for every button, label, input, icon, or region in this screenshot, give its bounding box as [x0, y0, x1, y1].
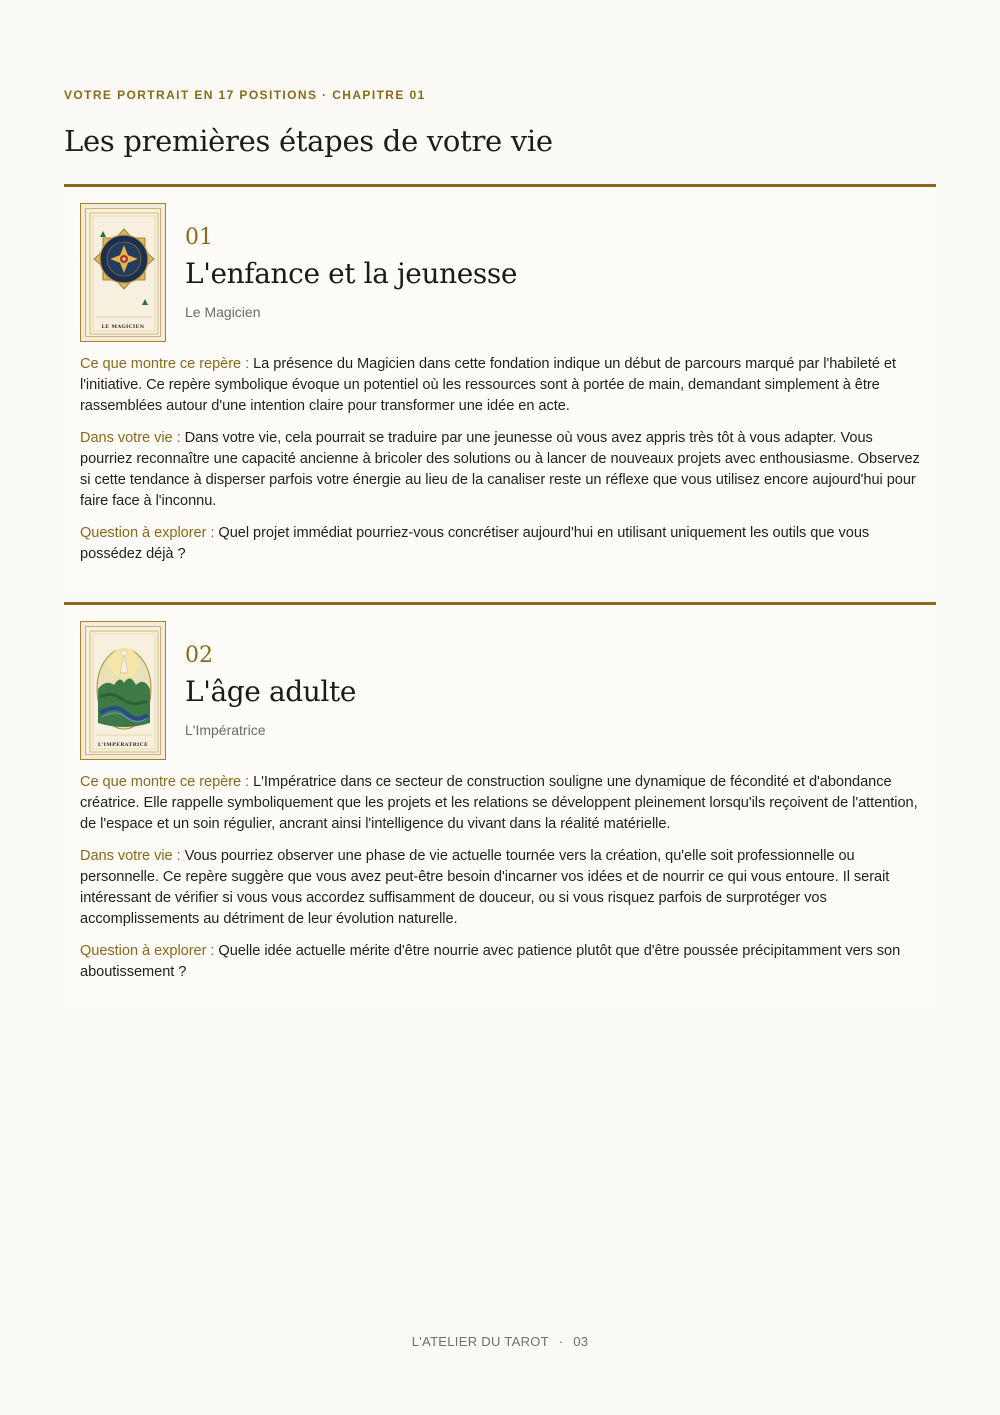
paragraph-text: L'Impératrice dans ce secteur de construction souligne une dynamique de fécondité et d'abondance créatrice. Elle rappelle symboliquement que les projets et les relations se développent pleinement lorsqu'ils reçoivent de l'attention, de l'espace et un soin régulier, ancrant ainsi l'intelligence du vivant dans la réalité matérielle. [80, 774, 918, 832]
paragraph-label: Question à explorer : [80, 525, 215, 541]
paragraph-label: Question à explorer : [80, 943, 215, 959]
paragraph-text: La présence du Magicien dans cette fondation indique un début de parcours marqué par l'habileté et l'initiative. Ce repère symbolique évoque un potentiel où les ressources sont à portée de main, demandant simplement à être rassemblées autour d'une intention claire pour transformer une idée en acte. [80, 356, 896, 414]
card-frame [85, 208, 161, 337]
card-name: L'Impératrice [185, 722, 266, 738]
paragraph-question [80, 523, 920, 565]
paragraph-question [80, 941, 920, 983]
position-section-01 [64, 184, 936, 590]
paragraph-text: Quel projet immédiat pourriez-vous concrétiser aujourd'hui en utilisant uniquement les outils que vous possédez déjà ? [80, 525, 870, 562]
paragraph-text: Quelle idée actuelle mérite d'être nourrie avec patience plutôt que d'être poussée précipitamment vers son aboutissement ? [80, 943, 901, 980]
paragraph-in-your-life [80, 428, 920, 512]
magician-illustration [86, 209, 161, 337]
chapter-eyebrow: VOTRE PORTRAIT EN 17 POSITIONS · CHAPITRE 01 [64, 88, 426, 102]
paragraph-meaning [80, 772, 920, 835]
section-header [64, 605, 936, 753]
card-caption: L'IMPÉRATRICE [97, 742, 149, 748]
page-footer [0, 1334, 1000, 1349]
section-header [64, 187, 936, 335]
page-title: Les premières étapes de votre vie [64, 124, 553, 158]
paragraph-text: Vous pourriez observer une phase de vie actuelle tournée vers la création, qu'elle soit professionnelle ou personnelle. Ce repère suggère que vous avez peut-être besoin d'incarner vos idées et de nourrir ce qui vous entoure. Il serait intéressant de vérifier si vous vous accordez suffisamment de douceur, ou si vous risquez parfois de surprotéger vos accomplissements au détriment de leur évolution naturelle. [80, 848, 890, 927]
empress-illustration [86, 627, 161, 755]
position-title: L'enfance et la jeunesse [185, 257, 518, 290]
card-caption: LE MAGICIEN [101, 324, 145, 330]
paragraph-text: Dans votre vie, cela pourrait se traduire par une jeunesse où vous avez appris très tôt à vous adapter. Vous pourriez reconnaître une capacité ancienne à bricoler des solutions ou à lancer de nouveaux projets avec enthousiasme. Observez si cette tendance à disperser parfois votre énergie au lieu de la canaliser reste un réflexe que vous utilisez encore aujourd'hui pour faire face à l'inconnu. [80, 430, 920, 509]
paragraph-label: Dans votre vie : [80, 430, 181, 446]
footer-separator: · [558, 1334, 564, 1349]
position-number: 02 [185, 643, 213, 668]
position-title: L'âge adulte [185, 675, 357, 708]
paragraph-in-your-life [80, 846, 920, 930]
position-number: 01 [185, 225, 213, 250]
card-frame [85, 626, 161, 755]
paragraph-label: Dans votre vie : [80, 848, 181, 864]
paragraph-meaning [80, 354, 920, 417]
section-body [64, 335, 936, 590]
paragraph-label: Ce que montre ce repère : [80, 356, 250, 372]
empress-card-icon [80, 621, 166, 760]
position-section-02 [64, 602, 936, 1008]
card-name: Le Magicien [185, 304, 261, 320]
magician-card-icon [80, 203, 166, 342]
page-number: 03 [573, 1334, 589, 1349]
paragraph-label: Ce que montre ce repère : [80, 774, 250, 790]
footer-brand: L'ATELIER DU TAROT [411, 1334, 549, 1349]
section-body [64, 753, 936, 1008]
